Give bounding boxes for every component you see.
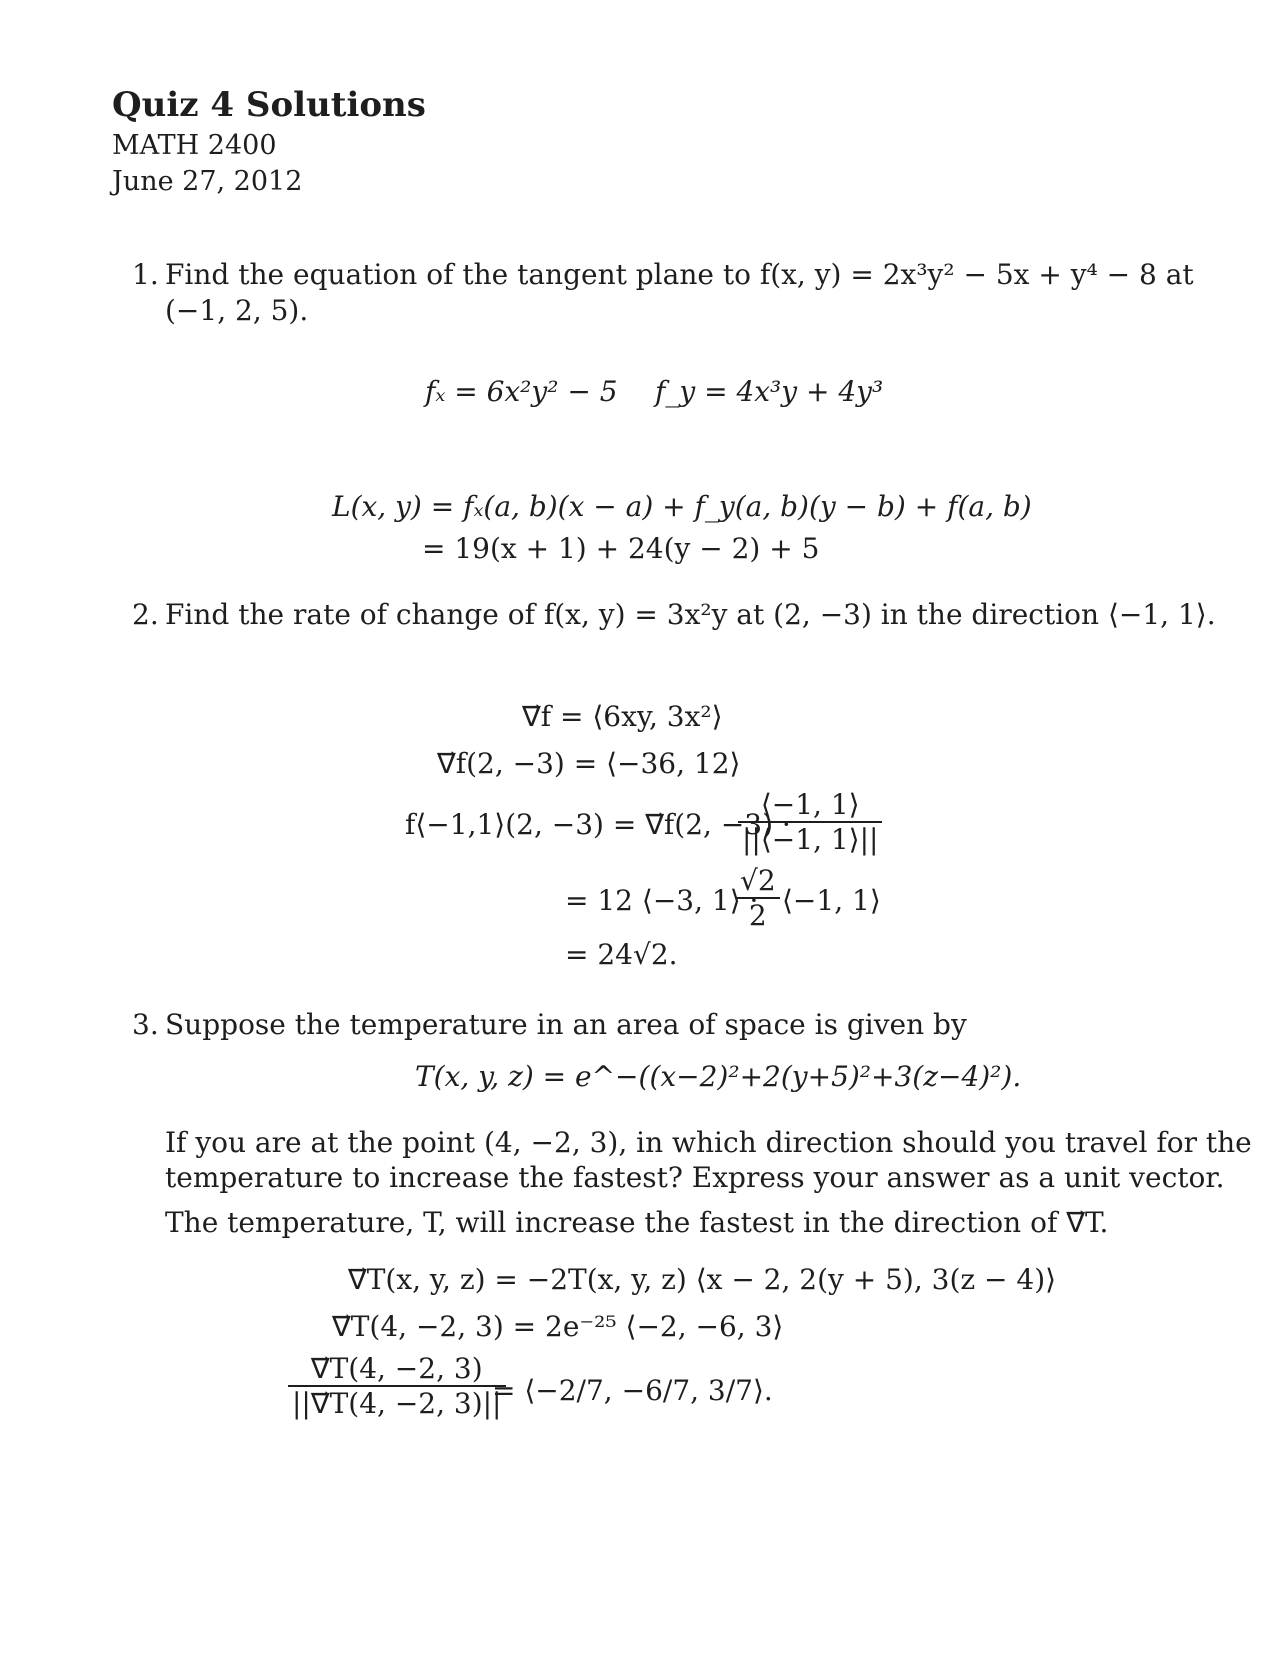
linearization-line1: L(x, y) = fₓ(a, b)(x − a) + f_y(a, b)(y − b) + f(a, b) xyxy=(332,490,1032,523)
direction-vector-numerator: ⟨−1, 1⟩ xyxy=(738,788,882,823)
linearization-line2: = 19(x + 1) + 24(y − 2) + 5 xyxy=(422,532,820,565)
problem-3-question-line1: If you are at the point (4, −2, 3), in which direction should you travel for the xyxy=(165,1126,1252,1159)
directional-derivative-result: = 24√2. xyxy=(565,938,678,971)
sqrt2-numerator: √2 xyxy=(736,864,780,899)
two-denominator: 2 xyxy=(748,899,767,932)
gradient-T-at-point: ∇⃗T(4, −2, 3) = 2e⁻²⁵ ⟨−2, −6, 3⟩ xyxy=(332,1310,784,1343)
directional-derivative-lhs: f⟨−1,1⟩(2, −3) = ∇⃗f(2, −3) · xyxy=(405,808,791,841)
step2-fraction xyxy=(736,864,780,932)
partial-fy: f_y = 4x³y + 4y³ xyxy=(655,375,884,408)
direction-vector-norm: ||⟨−1, 1⟩|| xyxy=(742,823,879,856)
page-title: Quiz 4 Solutions xyxy=(112,85,426,125)
directional-derivative-fraction xyxy=(738,788,882,856)
temperature-formula: T(x, y, z) = e^−((x−2)²+2(y+5)²+3(z−4)²). xyxy=(415,1060,1022,1093)
unit-vector-result: = ⟨−2/7, −6/7, 3/7⟩. xyxy=(492,1374,773,1407)
gradient-at-point: ∇⃗f(2, −3) = ⟨−36, 12⟩ xyxy=(437,747,741,780)
problem-3-question-line2: temperature to increase the fastest? Express your answer as a unit vector. xyxy=(165,1161,1225,1194)
problem-2-number: 2. xyxy=(132,598,159,631)
unit-vector-numerator: ∇⃗T(4, −2, 3) xyxy=(288,1352,506,1387)
gradient-T: ∇⃗T(x, y, z) = −2T(x, y, z) ⟨x − 2, 2(y + 5), 3(z − 4)⟩ xyxy=(348,1263,1057,1296)
step2-right: ⟨−1, 1⟩ xyxy=(782,884,881,917)
problem-3-prompt-line1: Suppose the temperature in an area of space is given by xyxy=(165,1008,967,1041)
problem-1-number: 1. xyxy=(132,258,159,291)
gradient-f: ∇⃗f = ⟨6xy, 3x²⟩ xyxy=(522,700,723,733)
problem-2-prompt: Find the rate of change of f(x, y) = 3x²y at (2, −3) in the direction ⟨−1, 1⟩. xyxy=(165,598,1216,631)
unit-vector-denominator: ||∇⃗T(4, −2, 3)|| xyxy=(292,1387,502,1420)
problem-1-prompt-line1: Find the equation of the tangent plane to f(x, y) = 2x³y² − 5x + y⁴ − 8 at xyxy=(165,258,1194,291)
step2-left: = 12 ⟨−3, 1⟩ · xyxy=(565,884,759,917)
quiz-date: June 27, 2012 xyxy=(112,166,303,197)
course-code: MATH 2400 xyxy=(112,130,277,161)
problem-3-number: 3. xyxy=(132,1008,159,1041)
unit-vector-fraction xyxy=(288,1352,506,1420)
problem-3-answer-intro: The temperature, T, will increase the fastest in the direction of ∇⃗T. xyxy=(165,1206,1109,1239)
problem-1-prompt-line2: (−1, 2, 5). xyxy=(165,294,309,327)
partial-fx: fₓ = 6x²y² − 5 xyxy=(425,375,618,408)
